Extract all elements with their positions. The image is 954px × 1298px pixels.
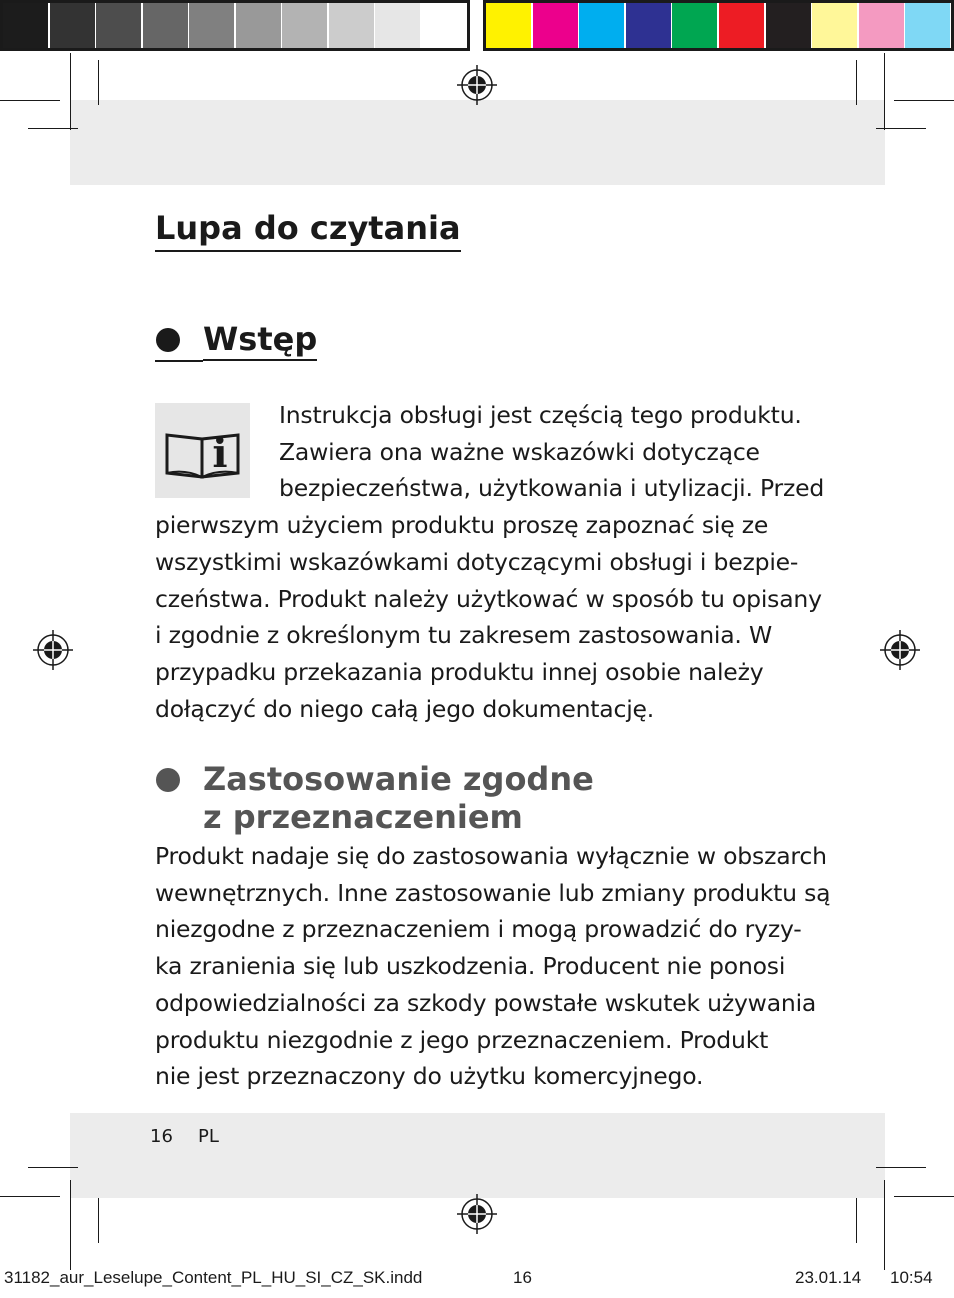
crop-mark: [98, 1198, 99, 1243]
heading-bullet-icon: [156, 768, 180, 792]
page-number: 16: [150, 1126, 173, 1147]
section-heading-intended-use-line1: Zastosowanie zgodne: [203, 760, 594, 798]
crop-mark: [884, 53, 885, 130]
gray-swatch: [96, 3, 141, 48]
gray-swatch: [282, 3, 327, 48]
registration-mark-icon: [880, 630, 920, 670]
color-swatch: [859, 3, 904, 48]
gray-swatch: [50, 3, 95, 48]
info-book-icon: [155, 403, 250, 498]
crop-mark: [0, 1196, 60, 1197]
svg-text:i: i: [212, 430, 228, 477]
text-line: przypadku przekazania produktu innej osobie należy: [155, 657, 764, 686]
registration-mark-icon: [457, 1194, 497, 1234]
text-line: ka zranienia się lub uszkodzenia. Producent nie ponosi: [155, 952, 786, 981]
header-band: [70, 100, 885, 185]
slug-page: 16: [513, 1268, 532, 1287]
color-swatch: [533, 3, 578, 48]
color-swatch: [719, 3, 764, 48]
gray-swatch: [143, 3, 188, 48]
color-swatch: [626, 3, 671, 48]
crop-mark: [70, 53, 71, 130]
crop-mark: [28, 1167, 78, 1168]
text-line: wszystkimi wskazówkami dotyczącymi obsługi i bezpie-: [155, 547, 799, 576]
gray-swatch: [375, 3, 420, 48]
crop-mark: [876, 128, 926, 129]
gray-swatch: [3, 3, 48, 48]
crop-mark: [28, 128, 78, 129]
text-line: wewnętrznych. Inne zastosowanie lub zmiany produktu są: [155, 878, 831, 907]
section-heading-intro: Wstęp: [203, 320, 317, 361]
color-swatch: [486, 3, 531, 48]
text-line: bezpieczeństwa, użytkowania i utylizacji. Przed: [279, 474, 825, 503]
crop-mark: [70, 1180, 71, 1270]
language-code: PL: [198, 1126, 219, 1147]
crop-mark: [894, 1196, 954, 1197]
gray-swatch: [329, 3, 374, 48]
crop-mark: [0, 100, 60, 101]
text-line: i zgodnie z określonym tu zakresem zastosowania. W: [155, 621, 773, 650]
crop-mark: [894, 100, 954, 101]
gray-swatch: [422, 3, 467, 48]
page-title: Lupa do czytania: [155, 208, 461, 252]
color-swatch: [905, 3, 950, 48]
text-line: odpowiedzialności za szkody powstałe wskutek używania: [155, 988, 817, 1017]
crop-mark: [884, 1180, 885, 1270]
registration-mark-icon: [33, 630, 73, 670]
text-line: niezgodne z przeznaczeniem i mogą prowadzić do ryzy-: [155, 915, 802, 944]
slug-filename: 31182_aur_Leselupe_Content_PL_HU_SI_CZ_SK.indd: [4, 1268, 423, 1287]
crop-mark: [856, 1198, 857, 1243]
text-line: Zawiera ona ważne wskazówki dotyczące: [279, 437, 760, 466]
text-line: dołączyć do niego całą jego dokumentację.: [155, 694, 655, 723]
crop-mark: [856, 60, 857, 105]
gray-swatch: [236, 3, 281, 48]
text-line: czeństwa. Produkt należy użytkować w sposób tu opisany: [155, 584, 822, 613]
gray-swatch: [189, 3, 234, 48]
text-line: produktu niezgodnie z jego przeznaczeniem. Produkt: [155, 1025, 769, 1054]
slug-time: 10:54: [890, 1268, 933, 1287]
text-line: pierwszym użyciem produktu proszę zapoznać się ze: [155, 511, 769, 540]
heading-underline: [155, 360, 203, 362]
heading-bullet-icon: [156, 328, 180, 352]
crop-mark: [876, 1167, 926, 1168]
footer-band: [70, 1113, 885, 1198]
registration-mark-icon: [457, 65, 497, 105]
slug-date: 23.01.14: [795, 1268, 862, 1287]
color-swatch: [812, 3, 857, 48]
section-heading-intended-use-line2: z przeznaczeniem: [203, 798, 523, 836]
text-line: Produkt nadaje się do zastosowania wyłącznie w obszarch: [155, 842, 827, 870]
color-swatch: [766, 3, 811, 48]
color-swatch: [672, 3, 717, 48]
text-line: Instrukcja obsługi jest częścią tego produktu.: [279, 401, 802, 429]
crop-mark: [98, 60, 99, 105]
text-line: nie jest przeznaczony do użytku komercyjnego.: [155, 1062, 704, 1091]
color-swatch: [579, 3, 624, 48]
